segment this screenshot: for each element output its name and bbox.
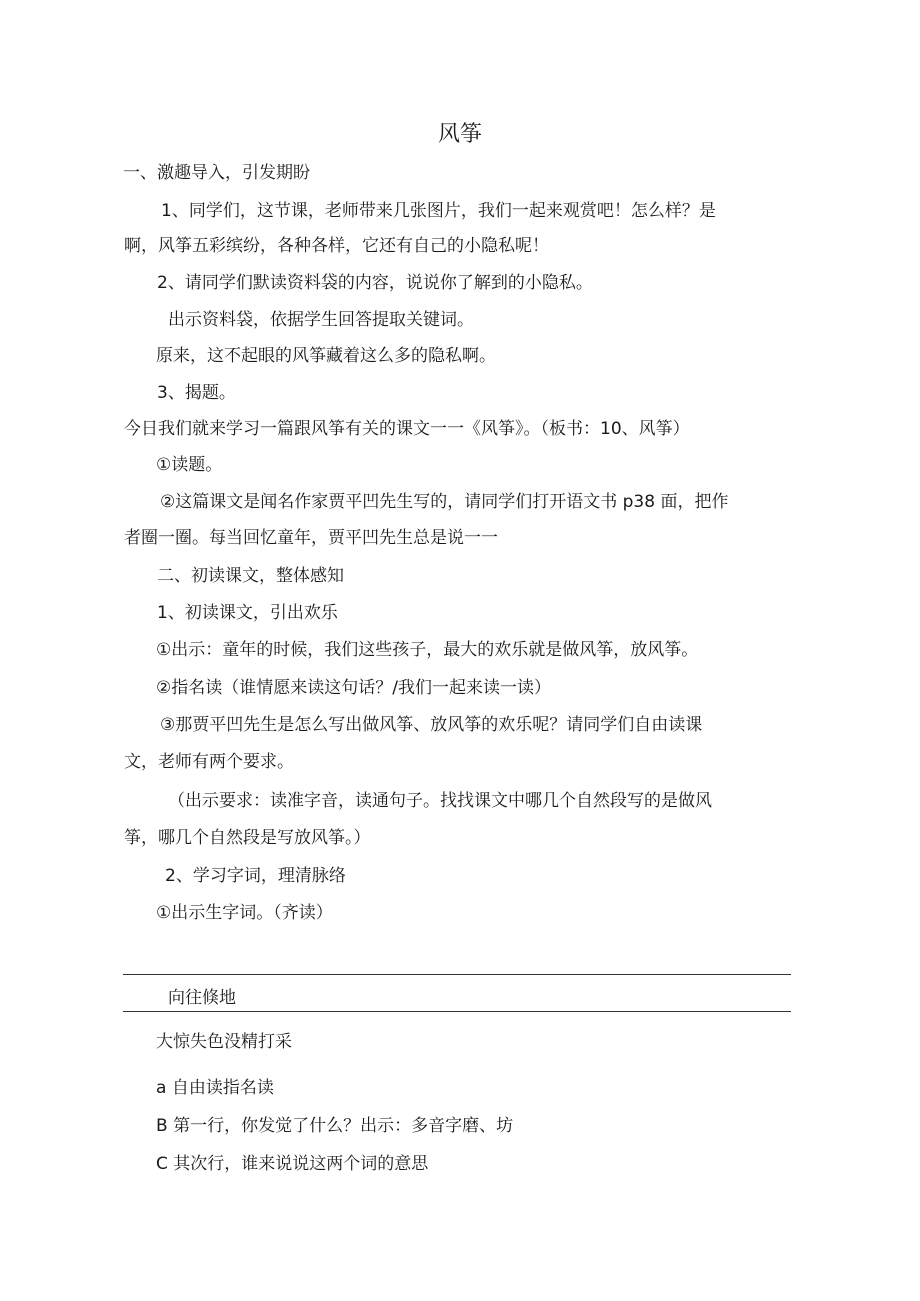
table-row: 大惊失色没精打采	[156, 1032, 292, 1052]
paragraph-line: 筝，哪几个自然段是写放风筝。）	[124, 828, 371, 848]
paragraph-line: ①出示生字词。（齐读）	[156, 903, 333, 923]
table-row: 向往倏地	[168, 988, 236, 1008]
paragraph-line: ②这篇课文是闻名作家贾平凹先生写的，请同学们打开语文书 p38 面，把作	[160, 492, 729, 512]
paragraph-line: 3、揭题。	[157, 383, 236, 403]
paragraph-line: ①出示：童年的时候，我们这些孩子，最大的欢乐就是做风筝，放风筝。	[156, 640, 699, 660]
section1-heading: 一、激趣导入，引发期盼	[123, 163, 310, 183]
paragraph-line: ①读题。	[156, 455, 223, 475]
paragraph-line: （出示要求：读准字音，读通句子。找找课文中哪几个自然段写的是做风	[168, 791, 712, 811]
paragraph-line: 今日我们就来学习一篇跟风筝有关的课文一一《风筝》。（板书：10、风筝）	[124, 419, 690, 439]
paragraph-line: 啊，风筝五彩缤纷，各种各样，它还有自己的小隐私呢！	[124, 236, 549, 256]
paragraph-line: a 自由读指名读	[156, 1078, 274, 1098]
paragraph-line: 1、初读课文，引出欢乐	[157, 603, 338, 623]
paragraph-line: 文，老师有两个要求。	[124, 752, 294, 772]
paragraph-line: 2、请同学们默读资料袋的内容，说说你了解到的小隐私。	[157, 273, 593, 293]
table-top-rule	[123, 974, 791, 975]
paragraph-line: 出示资料袋，依据学生回答提取关键词。	[168, 310, 474, 330]
table-middle-rule	[123, 1011, 791, 1012]
paragraph-line: C 其次行，谁来说说这两个词的意思	[156, 1154, 429, 1174]
paragraph-line: 者圈一圈。每当回忆童年，贾平凹先生总是说一一	[124, 528, 498, 548]
paragraph-line: 2、学习字词，理清脉络	[165, 866, 346, 886]
document-title: 风筝	[437, 122, 482, 147]
section2-heading: 二、初读课文，整体感知	[157, 566, 344, 586]
paragraph-line: B 第一行，你发觉了什么？出示：多音字磨、坊	[156, 1116, 514, 1136]
paragraph-line: ③那贾平凹先生是怎么写出做风筝、放风筝的欢乐呢？请同学们自由读课	[160, 715, 703, 735]
paragraph-line: 1、同学们，这节课，老师带来几张图片，我们一起来观赏吧！怎么样？是	[161, 201, 716, 221]
paragraph-line: 原来，这不起眼的风筝藏着这么多的隐私啊。	[156, 346, 496, 366]
paragraph-line: ②指名读（谁情愿来读这句话？/我们一起来读一读）	[156, 678, 551, 698]
